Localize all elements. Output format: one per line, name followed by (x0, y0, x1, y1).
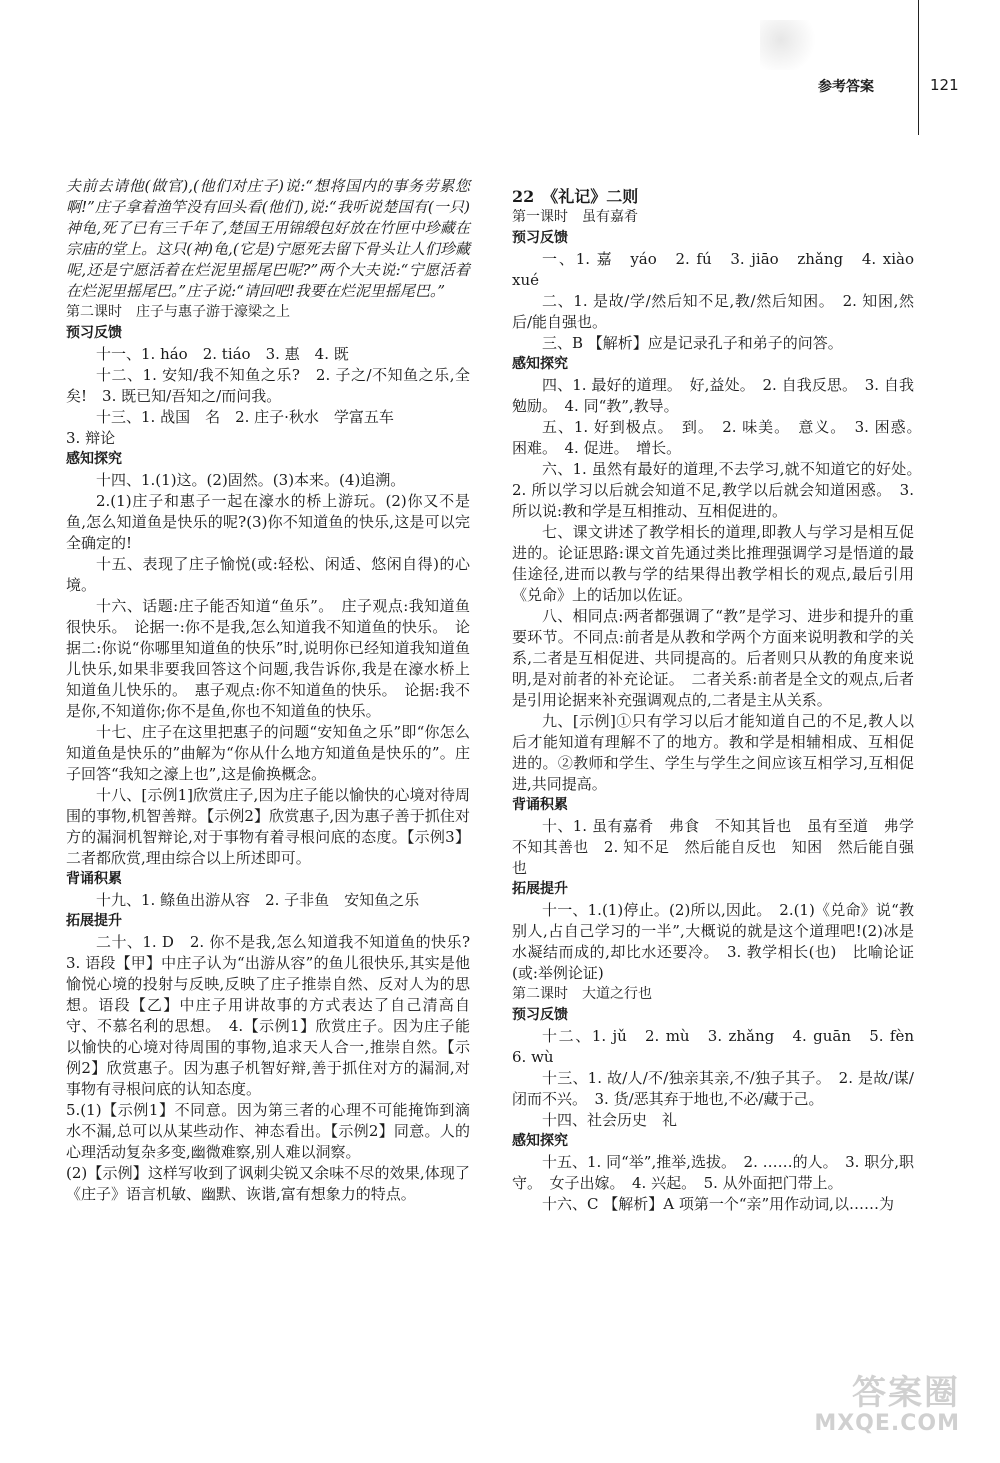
header-label: 参考答案 (818, 79, 874, 95)
page-number: 121 (930, 76, 959, 94)
answer-paragraph: 十七、庄子在这里把惠子的问题“安知鱼之乐”即“你怎么知道鱼是快乐的”曲解为“你从什么地方知道鱼是快乐的”。庄子回答“我知之濠上也”,这是偷换概念。 (66, 723, 470, 783)
answer-paragraph: 四、1. 最好的道理。 好,益处。 2. 自我反思。 3. 自我勉励。 4. 同“教”,教导。 (512, 376, 914, 415)
subheading: 拓展提升 (512, 881, 568, 897)
answer-paragraph: 十六、话题:庄子能否知道“鱼乐”。 庄子观点:我知道鱼很快乐。 论据一:你不是我,怎么知道我不知道鱼的快乐。 论据二:你说“你哪里知道鱼的快乐”时,说明你已经知道我知道鱼儿快乐,如果非要我回答这个问题,我告诉你,我是在濠水桥上知道鱼儿快乐的。 惠子观点:你不知道鱼的快乐。 论据:我不是你,不知道你;你不是鱼,你也不知道鱼的快乐。 (66, 597, 470, 720)
section-title: 第二课时 庄子与惠子游于濠梁之上 (66, 304, 290, 320)
subheading: 感知探究 (66, 451, 122, 467)
answer-paragraph: 十三、1. 故/人/不/独亲其亲,不/独子其子。 2. 是故/谋/闭而不兴。 3. 货/恶其弃于地也,不必/藏于己。 (512, 1069, 914, 1108)
answer-paragraph: 十九、1. 鲦鱼出游从容 2. 子非鱼 安知鱼之乐 (96, 891, 420, 909)
answer-paragraph: 十三、1. 战国 名 2. 庄子·秋水 学富五车 (96, 408, 394, 426)
section-title: 22 《礼记》二则 (512, 187, 639, 206)
section-title: 第一课时 虽有嘉肴 (512, 209, 638, 225)
watermark-top: 答案圈 (852, 1373, 960, 1413)
answer-paragraph: 十八、[示例1]欣赏庄子,因为庄子能以愉快的心境对待周围的事物,机智善辩。【示例2】欣赏惠子,因为惠子善于抓住对方的漏洞机智辩论,对于事物有着寻根问底的态度。【示例3】二者都欣赏,理由综合以上所述即可。 (66, 786, 470, 867)
answer-paragraph: 六、1. 虽然有最好的道理,不去学习,就不知道它的好处。 2. 所以学习以后就会知道不足,教学以后就会知道困惑。 3. 所以说:教和学是互相推动、互相促进的。 (512, 460, 930, 520)
section-title: 第二课时 大道之行也 (512, 986, 652, 1002)
answer-paragraph: 十一、1.(1)停止。(2)所以,因此。 2.(1)《兑命》说“教别人,占自己学习的一半”,大概说的就是这个道理吧!(2)冰是水凝结而成的,却比水还要冷。 3. 教学相长(也) 比喻论证(或:举例论证) (512, 901, 914, 982)
answer-paragraph: 二、1. 是故/学/然后知不足,教/然后知困。 2. 知困,然后/能自强也。 (512, 292, 914, 331)
subheading: 预习反馈 (512, 230, 568, 246)
answer-paragraph: 五、1. 好到极点。 到。 2. 味美。 意义。 3. 困惑。 困难。 4. 促进。 增长。 (512, 418, 930, 457)
answer-paragraph: 2.(1)庄子和惠子一起在濠水的桥上游玩。(2)你又不是鱼,怎么知道鱼是快乐的呢?(3)你不知道鱼的快乐,这是可以完全确定的! (66, 492, 470, 552)
answer-paragraph: 十二、1. 安知/我不知鱼之乐? 2. 子之/不知鱼之乐,全矣! 3. 既已知/吾知之/而问我。 (66, 366, 470, 405)
answer-paragraph: 九、[示例]①只有学习以后才能知道自己的不足,教人以后才能知道有理解不了的地方。教和学是相辅相成、互相促进的。②教师和学生、学生与学生之间应该互相学习,互相促进,共同提高。 (512, 712, 914, 793)
watermark-logo (780, 1365, 980, 1445)
answer-paragraph: 十五、1. 同“举”,推举,选拔。 2. ……的人。 3. 职分,职守。 女子出嫁。 4. 兴起。 5. 从外面把门带上。 (512, 1153, 914, 1192)
subheading: 感知探究 (512, 1133, 568, 1149)
watermark-bottom: MXQE.COM (814, 1411, 960, 1436)
answer-paragraph: 十四、社会历史 礼 (542, 1111, 678, 1129)
subheading: 感知探究 (512, 356, 568, 372)
right-column (512, 186, 930, 1215)
subheading: 预习反馈 (66, 325, 122, 341)
answer-paragraph: 十四、1.(1)这。(2)固然。(3)本来。(4)追溯。 (96, 471, 406, 489)
answer-paragraph: 三、B 【解析】应是记录孔子和弟子的问答。 (542, 334, 843, 352)
subheading: 背诵积累 (66, 871, 122, 887)
answer-paragraph: 十五、表现了庄子愉悦(或:轻松、闲适、悠闲自得)的心境。 (66, 555, 470, 594)
subheading: 背诵积累 (512, 797, 568, 813)
subheading: 预习反馈 (512, 1007, 568, 1023)
answer-paragraph: 十二、1. jǔ 2. mù 3. zhǎng 4. guān 5. fèn 6. wù (512, 1027, 930, 1066)
answer-paragraph: 十、1. 虽有嘉肴 弗食 不知其旨也 虽有至道 弗学 不知其善也 2. 知不足 然后能自反也 知困 然后能自强也 (512, 817, 930, 877)
answer-paragraph: 一、1. 嘉 yáo 2. fú 3. jiāo zhǎng 4. xiào xué (512, 250, 930, 289)
subheading: 拓展提升 (66, 913, 122, 929)
answer-paragraph: (2)【示例】这样写收到了讽刺尖锐又余味不尽的效果,体现了《庄子》语言机敏、幽默、诙谐,富有想象力的特点。 (66, 1164, 470, 1203)
answer-paragraph: 七、课文讲述了教学相长的道理,即教人与学习是相互促进的。论证思路:课文首先通过类比推理强调学习是悟道的最佳途径,进而以教与学的结果得出教学相长的观点,最后引用《兑命》上的话加以佐证。 (512, 523, 914, 604)
scan-smudge (760, 20, 830, 70)
header-rule (918, 0, 919, 135)
answer-paragraph: 夫前去请他(做官),(他们对庄子)说:“想将国内的事务劳累您啊!”庄子拿着渔竿没有回头看(他们),说:“我听说楚国有(一只)神龟,死了已有三千年了,楚国王用锦缎包好放在竹匣中珍藏在宗庙的堂上。这只(神)龟,(它是)宁愿死去留下骨头让人们珍藏呢,还是宁愿活着在烂泥里摇尾巴呢?”两个大夫说:“宁愿活着在烂泥里摇尾巴。”庄子说:“请回吧!我要在烂泥里摇尾巴。” (66, 177, 470, 300)
answer-paragraph: 5.(1)【示例1】不同意。因为第三者的心理不可能掩饰到滴水不漏,总可以从某些动作、神态看出。【示例2】同意。人的心理活动复杂多变,幽微难察,别人难以洞察。 (66, 1101, 470, 1161)
answer-paragraph: 二十、1. D 2. 你不是我,怎么知道我不知道鱼的快乐? 3. 语段【甲】中庄子认为“出游从容”的鱼儿很快乐,其实是他愉悦心境的投射与反映,反映了庄子推崇自然、反对人为的思想。语段【乙】中庄子用讲故事的方式表达了自己清高自守、不慕名利的思想。 4.【示例1】欣赏庄子。因为庄子能以愉快的心境对待周围的事物,追求天人合一,推崇自然。【示例2】欣赏惠子。因为惠子机智好辩,善于抓住对方的漏洞,对事物有寻根问底的认知态度。 (66, 933, 486, 1098)
answer-paragraph: 3. 辩论 (66, 429, 116, 447)
answer-paragraph: 八、相同点:两者都强调了“教”是学习、进步和提升的重要环节。不同点:前者是从教和学两个方面来说明教和学的关系,二者是互相促进、共同提高的。后者则只从教的角度来说明,是对前者的补充论证。 二者关系:前者是全文的观点,后者是引用论据来补充强调观点的,二者是主从关系。 (512, 607, 914, 709)
left-column (66, 176, 486, 1205)
answer-paragraph: 十一、1. háo 2. tiáo 3. 惠 4. 既 (96, 345, 349, 363)
answer-paragraph: 十六、C 【解析】A 项第一个“亲”用作动词,以……为 (542, 1195, 894, 1213)
